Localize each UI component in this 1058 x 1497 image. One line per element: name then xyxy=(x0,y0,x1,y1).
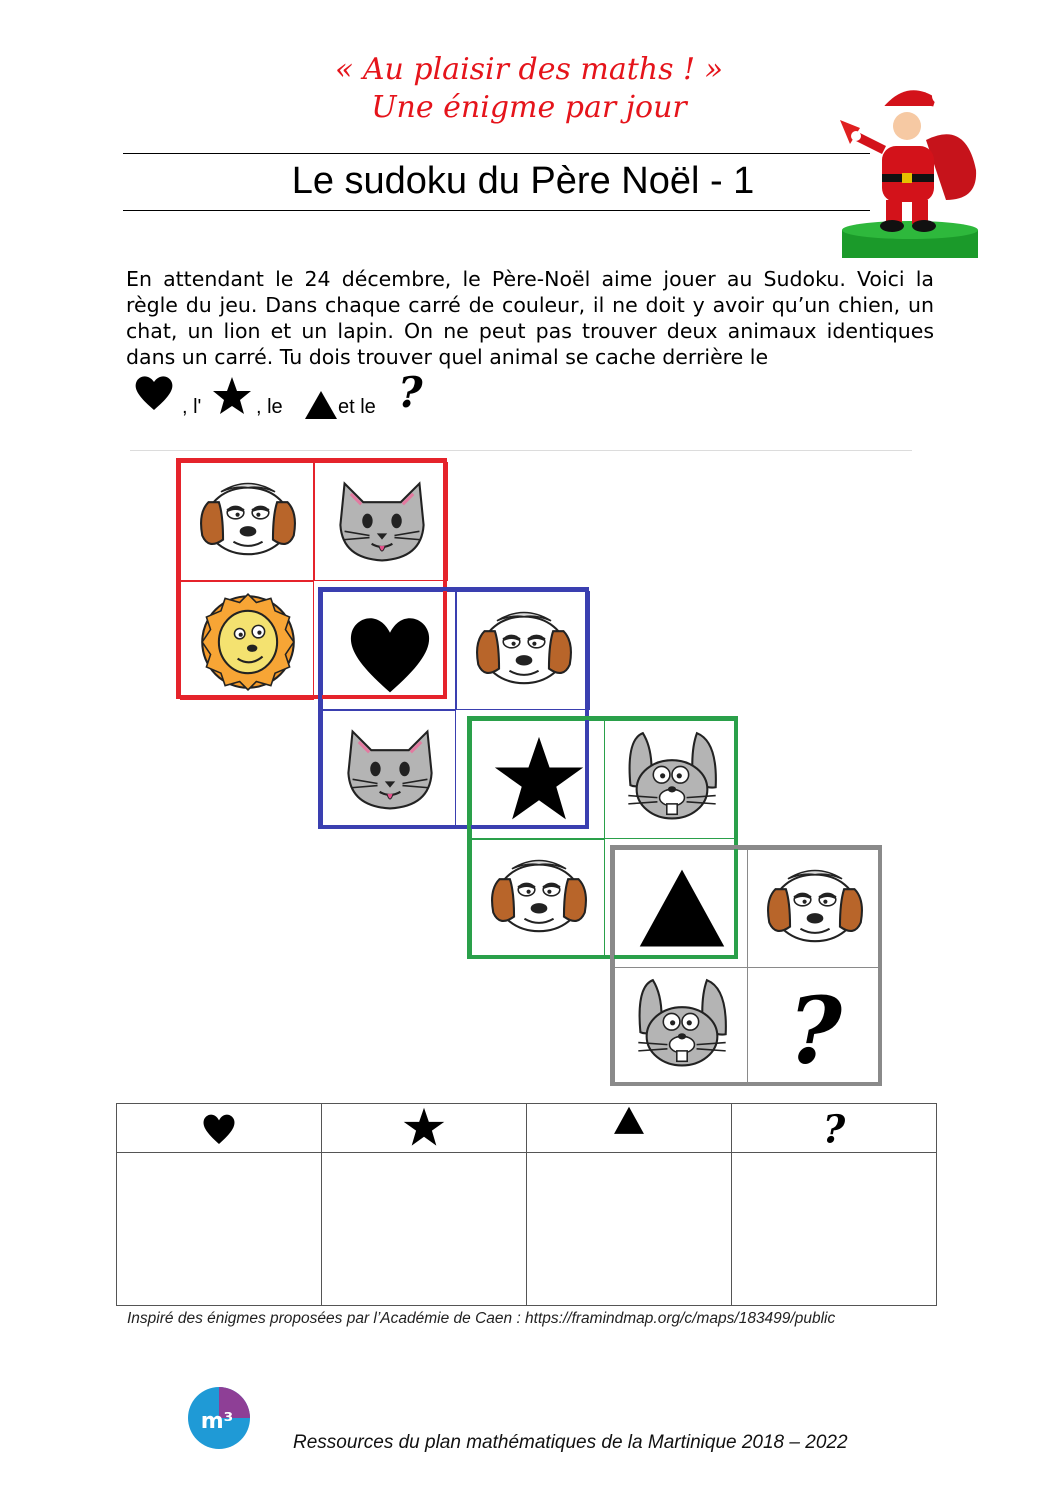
source-footnote: Inspiré des énigmes proposées par l’Académie de Caen : https://framindmap.org/c/maps/183499/public xyxy=(127,1310,836,1327)
separator-line xyxy=(130,450,912,451)
answer-header-triangle xyxy=(527,1104,732,1153)
m3-logo xyxy=(187,1386,251,1450)
triangle-icon xyxy=(611,1104,647,1138)
symbols-sentence-part1: , l' xyxy=(182,396,202,418)
symbols-sentence-part2: , le xyxy=(256,396,283,418)
title-rule-bottom xyxy=(123,210,870,211)
answer-table xyxy=(116,1103,937,1306)
answer-table-header xyxy=(117,1104,937,1153)
heart-icon xyxy=(199,1109,239,1147)
triangle-icon xyxy=(304,390,338,420)
intro-paragraph: En attendant le 24 décembre, le Père-Noël aime jouer au Sudoku. Voici la règle du jeu. Dans chaque carré de couleur, il ne doit y avoir qu’un chien, un chat, un lion et un lapin. On ne peut pas trouver deux animaux identiques dans un carré. Tu dois trouver quel animal se cache derrière le xyxy=(126,267,934,369)
logo-text: m³ xyxy=(200,1409,234,1434)
question-icon: ? xyxy=(398,368,423,417)
heart-icon xyxy=(134,374,174,412)
answer-table-answers xyxy=(117,1153,937,1306)
answer-cell-triangle[interactable] xyxy=(527,1153,732,1306)
santa-illustration xyxy=(836,80,980,262)
page-title: Le sudoku du Père Noël - 1 xyxy=(291,160,755,202)
answer-header-question xyxy=(732,1104,937,1153)
answer-cell-question[interactable] xyxy=(732,1153,937,1306)
answer-header-heart xyxy=(117,1104,322,1153)
symbols-sentence xyxy=(126,368,626,428)
answer-cell-heart[interactable] xyxy=(117,1153,322,1306)
symbols-sentence-part3: et le xyxy=(338,396,376,418)
title-rule-top xyxy=(123,153,870,154)
question-icon xyxy=(814,1106,854,1150)
header-line-2: Une énigme par jour xyxy=(371,90,687,125)
star-icon xyxy=(212,376,252,416)
star-icon xyxy=(402,1106,446,1150)
gray-square xyxy=(610,845,882,1086)
answer-header-star xyxy=(322,1104,527,1153)
credits: Ressources du plan mathématiques de la Martinique 2018 – 2022 xyxy=(293,1432,848,1453)
answer-cell-star[interactable] xyxy=(322,1153,527,1306)
header-line-1: « Au plaisir des maths ! » xyxy=(334,52,724,87)
